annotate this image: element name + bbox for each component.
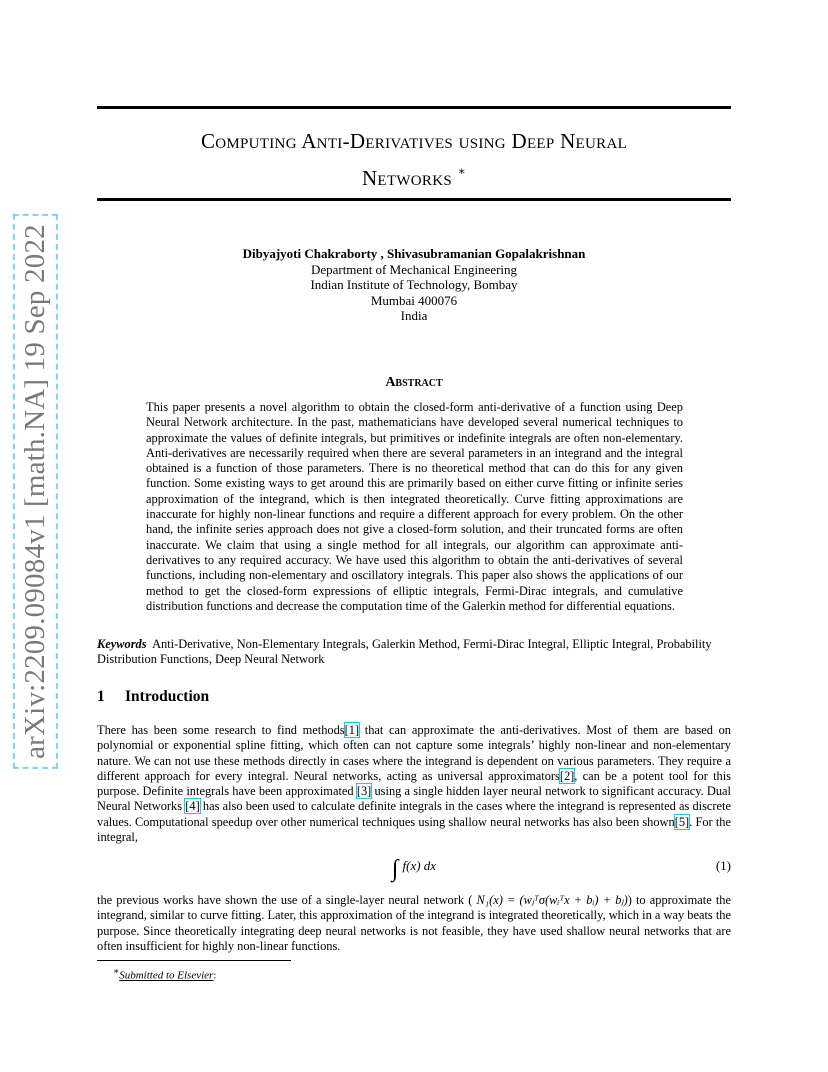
footnote-rule xyxy=(97,960,291,961)
footnote-suffix: : xyxy=(213,969,217,982)
para1-text-6: . For the integral, xyxy=(97,814,731,845)
keywords-text: Anti-Derivative, Non-Elementary Integrals, Galerkin Method, Fermi-Dirac Integral, Elliptic Integral, Probability Distribution Functions, Deep Neural Network xyxy=(97,637,712,667)
para1-text-5: has also been used to calculate definite integrals in the cases where the integrand is represented as discrete values. Computational speedup over other numerical techniques using shallow neural networks has also been shown xyxy=(97,799,731,829)
citation-link-2[interactable]: [2] xyxy=(559,768,575,783)
title-line-1: Computing Anti-Derivatives using Deep Neural xyxy=(200,129,628,153)
para2-text-1: the previous works have shown the use of a single-layer neural network ( xyxy=(97,893,477,907)
title-line-2 xyxy=(97,156,731,193)
title-rule-top xyxy=(97,106,731,109)
para2-text-2: ) to approximate the integrand, similar to curve fitting. Later, this approximation of the integrand is integrated theoretically, which in a way beats the purpose. Since theoretically integrating deep neural networks is not feasible, they have used shallow neural networks that are often insufficient for highly non-linear functions. xyxy=(97,893,731,953)
section-title: Introduction xyxy=(125,688,210,705)
citation-link-3[interactable]: [3] xyxy=(356,784,372,799)
citation-link-5[interactable]: [5] xyxy=(674,814,690,829)
equation-expression: f(x) dx xyxy=(402,858,437,873)
keywords xyxy=(97,637,731,668)
para1-text-3: , can be a potent tool for this purpose. Definite integrals have been approximated xyxy=(97,768,731,799)
footnote-link[interactable]: Submitted to Elsevier xyxy=(119,969,214,982)
section-heading-introduction xyxy=(97,688,209,706)
author-names: Dibyajyoti Chakraborty , Shivasubramanian Gopalakrishnan xyxy=(242,246,586,261)
abstract-text: This paper presents a novel algorithm to obtain the closed-form anti-derivative of a function using Deep Neural Network architecture. In the past, mathematicians have developed several numerical techniques to approximate the values of definite integrals, but primitives or indefinite integrals are often non-elementary. Anti-derivatives are necessarily required when there are several parameters in an integrand and the integral obtained is a function of those parameters. There is no theoretical method that can do this for any given function. Some existing ways to get around this are primarily based on either curve fitting or infinite series approximation of the integrand, which is then integrated theoretically. Curve fitting approximations are inaccurate for highly non-linear functions and require a different approach for every problem. On the other hand, the infinite series approach does not give a closed-form solution, and their truncated forms are often inaccurate. We claim that using a single method for all integrals, our algorithm can approximate anti-derivatives to any required accuracy. We have used this algorithm to obtain the anti-derivatives of several functions, including non-elementary and oscillatory integrals. This paper also shows the applications of our method to get the closed-form expressions of elliptic integrals, Fermi-Dirac integrals, and cumulative distribution functions and decrease the computation time of the Galerkin method for differential equations. xyxy=(146,400,683,613)
equation-body xyxy=(97,856,731,883)
keywords-label: Keywords xyxy=(97,637,147,651)
section-number: 1 xyxy=(97,688,105,705)
footnote xyxy=(113,966,216,982)
equation-1 xyxy=(97,848,731,882)
integral-sign: ∫ xyxy=(391,856,399,882)
abstract-heading: Abstract xyxy=(385,375,443,390)
title-rule-bottom xyxy=(97,198,731,201)
arxiv-stamp[interactable] xyxy=(12,223,58,759)
citation-link-1[interactable]: [1] xyxy=(344,723,360,737)
footnote-mark: ∗ xyxy=(113,966,120,976)
title-footnote-mark[interactable]: ∗ xyxy=(457,164,467,178)
para1-text-4: using a single hidden layer neural network to significant accuracy. Dual Neural Networks xyxy=(97,784,732,814)
title-line-2-text: Networks xyxy=(361,166,453,190)
para1-text-2: that can approximate the anti-derivatives. Most of them are based on polynomial or exponential spline fitting, which often can not capture some integrals’ highly non-linear and non-elementary nature. We can not use these methods directly in cases where the integrand is dependent on various parameters. They require a different approach for every integral. Neural networks, acting as universal approximators xyxy=(97,723,731,783)
intro-paragraph-1 xyxy=(97,723,731,845)
citation-link-4[interactable]: [4] xyxy=(185,799,200,814)
author-block xyxy=(97,246,731,324)
arxiv-stamp-text: arXiv:2209.09084v1 [math.NA] 19 Sep 2022 xyxy=(19,220,52,763)
intro-paragraph-2 xyxy=(97,893,731,954)
paper-title xyxy=(97,126,731,193)
author-department: Department of Mechanical Engineering xyxy=(310,261,518,277)
author-institute: Indian Institute of Technology, Bombay xyxy=(310,277,518,292)
para1-text-1: There has been some research to find methods xyxy=(97,723,345,737)
equation-number: (1) xyxy=(715,858,731,873)
author-city: Mumbai 400076 xyxy=(370,292,458,308)
author-country: India xyxy=(400,308,428,323)
network-formula: N₁(x) = (wⱼᵀσ(wᵢᵀx + bᵢ) + bⱼ) xyxy=(476,893,628,907)
